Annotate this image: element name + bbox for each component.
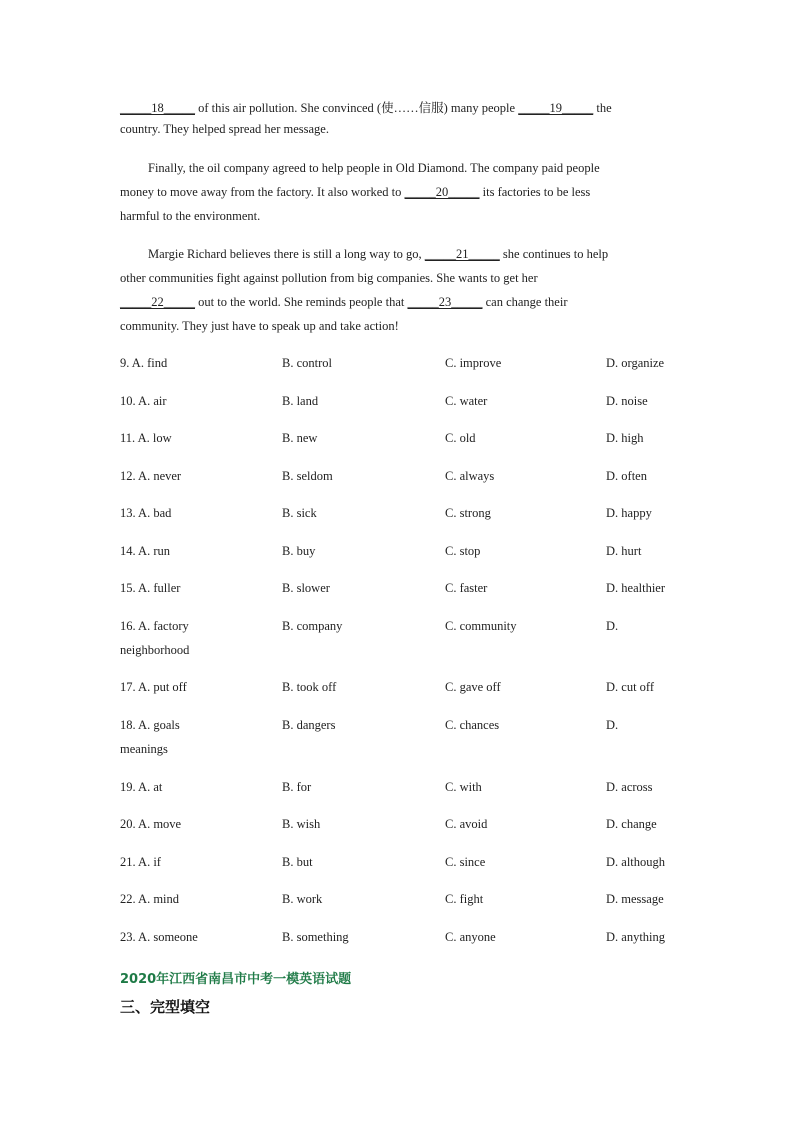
- option-c: C. strong: [445, 506, 491, 520]
- option-d: D. cut off: [606, 680, 655, 694]
- question-row: [0, 892, 794, 912]
- option-d: D. often: [606, 469, 647, 483]
- passage-text: its factories to be less: [479, 185, 591, 199]
- passage-line: [120, 98, 612, 116]
- section-heading: 三、完型填空: [120, 998, 211, 1016]
- question-row: [0, 855, 794, 875]
- passage-line: [120, 271, 538, 286]
- option-d: D. message: [606, 892, 664, 906]
- option-d: D.: [606, 718, 619, 732]
- option-d: D. healthier: [606, 581, 666, 595]
- passage-text: she continues to help: [499, 247, 609, 261]
- option-a: 12. A. never: [120, 469, 182, 483]
- option-d: D. anything: [606, 930, 666, 944]
- passage-line: [120, 122, 329, 137]
- option-c: C. always: [445, 469, 495, 483]
- passage-text: Margie Richard believes there is still a long way to go,: [148, 247, 425, 261]
- option-d-wrapped: neighborhood: [120, 643, 190, 657]
- passage-text: the: [593, 101, 612, 115]
- option-b: B. wish: [282, 817, 321, 831]
- option-c: C. faster: [445, 581, 488, 595]
- option-d: D. high: [606, 431, 644, 445]
- question-row: [0, 506, 794, 526]
- option-c: C. with: [445, 780, 482, 794]
- passage-text: community. They just have to speak up and take action!: [120, 319, 399, 333]
- option-b: B. land: [282, 394, 319, 408]
- question-row: [0, 718, 794, 762]
- blank-19: _____19_____: [518, 101, 594, 115]
- option-b: B. new: [282, 431, 318, 445]
- question-row: [0, 544, 794, 564]
- option-a: 21. A. if: [120, 855, 161, 869]
- option-d: D. organize: [606, 356, 665, 370]
- option-d-wrapped: meanings: [120, 742, 168, 756]
- option-c: C. community: [445, 619, 517, 633]
- passage-line: [120, 295, 568, 310]
- passage-text: other communities fight against pollution from big companies. She wants to get her: [120, 271, 538, 285]
- question-row: [0, 780, 794, 800]
- option-b: B. buy: [282, 544, 316, 558]
- option-a: 23. A. someone: [120, 930, 198, 944]
- option-b: B. took off: [282, 680, 337, 694]
- option-a: 10. A. air: [120, 394, 167, 408]
- option-c: C. water: [445, 394, 488, 408]
- option-b: B. but: [282, 855, 313, 869]
- passage-text: country. They helped spread her message.: [120, 122, 329, 136]
- passage-text: Finally, the oil company agreed to help people in Old Diamond. The company paid people: [148, 161, 600, 175]
- option-c: C. since: [445, 855, 486, 869]
- passage-text: can change their: [482, 295, 568, 309]
- question-row: [0, 680, 794, 700]
- option-d: D.: [606, 619, 619, 633]
- option-d: D. although: [606, 855, 666, 869]
- passage-line: [120, 209, 260, 224]
- option-b: B. for: [282, 780, 312, 794]
- option-a: 13. A. bad: [120, 506, 172, 520]
- option-b: B. control: [282, 356, 332, 370]
- option-b: B. sick: [282, 506, 317, 520]
- option-c: C. old: [445, 431, 476, 445]
- option-b: B. something: [282, 930, 349, 944]
- option-a: 17. A. put off: [120, 680, 187, 694]
- option-c: C. anyone: [445, 930, 496, 944]
- option-b: B. dangers: [282, 718, 336, 732]
- option-b: B. work: [282, 892, 323, 906]
- question-row: [0, 394, 794, 414]
- option-c: C. gave off: [445, 680, 501, 694]
- option-c: C. improve: [445, 356, 502, 370]
- question-row: [0, 817, 794, 837]
- passage-line: [120, 319, 399, 334]
- blank-18: _____18_____: [120, 101, 195, 115]
- option-d: D. hurt: [606, 544, 642, 558]
- passage-text: of this air pollution. She convinced (使……信服) many people: [195, 101, 519, 115]
- question-row: [0, 356, 794, 376]
- blank-20: _____20_____: [404, 185, 480, 199]
- option-a: 18. A. goals: [120, 718, 180, 732]
- option-a: 22. A. mind: [120, 892, 180, 906]
- question-row: [0, 930, 794, 950]
- blank-22: _____22_____: [120, 295, 195, 309]
- option-a: 19. A. at: [120, 780, 163, 794]
- option-c: C. avoid: [445, 817, 488, 831]
- option-a: 14. A. run: [120, 544, 170, 558]
- question-row: [0, 469, 794, 489]
- option-b: B. seldom: [282, 469, 333, 483]
- option-c: C. fight: [445, 892, 484, 906]
- question-row: [0, 581, 794, 601]
- option-a: 11. A. low: [120, 431, 172, 445]
- passage-line: [120, 185, 590, 200]
- blank-23: _____23_____: [407, 295, 483, 309]
- option-a: 16. A. factory: [120, 619, 189, 633]
- option-c: C. stop: [445, 544, 481, 558]
- option-b: B. company: [282, 619, 343, 633]
- passage-text: money to move away from the factory. It also worked to: [120, 185, 405, 199]
- passage-text: out to the world. She reminds people that: [195, 295, 408, 309]
- option-d: D. happy: [606, 506, 652, 520]
- option-d: D. across: [606, 780, 653, 794]
- question-row: [0, 431, 794, 451]
- question-row: [0, 619, 794, 663]
- option-b: B. slower: [282, 581, 330, 595]
- option-d: D. change: [606, 817, 657, 831]
- passage-text: harmful to the environment.: [120, 209, 261, 223]
- option-a: 20. A. move: [120, 817, 182, 831]
- source-title: 2020年江西省南昌市中考一模英语试题: [120, 972, 352, 987]
- blank-21: _____21_____: [424, 247, 500, 261]
- option-c: C. chances: [445, 718, 500, 732]
- option-d: D. noise: [606, 394, 648, 408]
- option-a: 15. A. fuller: [120, 581, 181, 595]
- option-a: 9. A. find: [120, 356, 168, 370]
- passage-line: [148, 247, 608, 262]
- passage-line: [148, 161, 600, 176]
